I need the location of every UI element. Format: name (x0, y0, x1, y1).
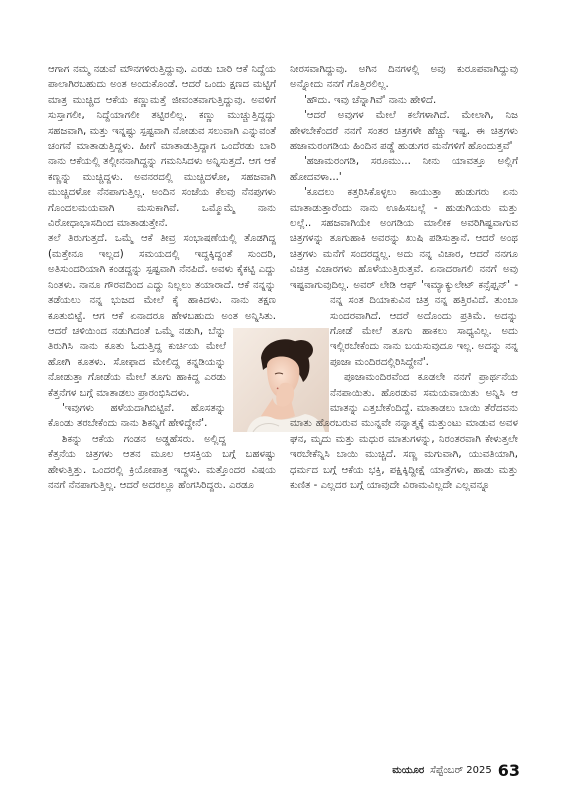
paragraph: 'ಹೌದು. ಇವು ಚೆನ್ನಾಗಿವೆ' ನಾನು ಹೇಳಿದೆ. (304, 94, 437, 106)
paragraph: 'ಆದರೆ ಅವುಗಳ ಮೇಲೆ ಕಲೆಗಳಾಗಿದೆ. ಮೇಲಾಗಿ, ನಿಜ ಹೇಳಬೇಕೆಂದರೆ ನನಗೆ ಸಂತರ ಚಿತ್ರಗಳೇ ಹೆಚ್ಚು ಇಷ್ಟ. ಈ ಚಿತ್ರಗಳು ಹಜಾಮರಂಗಡಿಯ ಹಿಂದಿನ ಪಡ್ಡೆ ಹುಡುಗರ ಮನೆಗಳಿಗೆ ಹೊಂದುತ್ತವೆ' (290, 110, 518, 153)
paragraph: ಶಿಕನ್ನು ಆಕೆಯ ಗಂಡನ ಅಡ್ಡಹೆಸರು. ಅಲ್ಲಿದ್ದ ಕೆತ್ತನೆಯ ಚಿತ್ರಗಳು ಆತನ ಮೂಲ ಆಸಕ್ತಿಯ ಬಗ್ಗೆ ಬಹಳಷ್ಟು ಹೇಳುತ್ತಿತ್ತು. ಒಂದರಲ್ಲಿ ಕ್ರಿಯೋಪಾತ್ರ ಇದ್ದಳು. ಮತ್ತೊಂದರ ವಿಷಯ ನನಗೆ ನೆನಪಾಗುತ್ತಿಲ್ಲ. ಆದರೆ ಅದರಲ್ಲೂ ಹೆಂಗಸಿರಿದ್ದರು. ಎರಡೂ (48, 433, 276, 491)
paragraph: ನೀರಸವಾಗಿದ್ದುವು. ಅಗಿನ ದಿನಗಳಲ್ಲಿ ಅವು ಕುರೂಪವಾಗಿದ್ದುವು ಅನ್ನೋದು ನನಗೆ ಗೊತ್ತಿರಲಿಲ್ಲ. (290, 64, 518, 91)
magazine-name: ಮಯೂರ (392, 764, 425, 776)
image-gap (290, 300, 330, 406)
page-number: 63 (497, 760, 520, 780)
image-gap (226, 328, 276, 434)
right-column (290, 62, 518, 493)
page-footer (330, 759, 520, 781)
paragraph: ಪೂಜಾಮಂದಿರವೆಂದ ಕೂಡಲೇ ನನಗೆ ಪ್ರಾರ್ಥನೆಯ ನೆನಪಾಯಿತು. ಹೊರಡುವ ಸಮಯವಾಯಿತು ಅನ್ನಿಸಿ ಆ ಮಾತನ್ನು ಎತ್ತಬೇಕೆಂದಿದ್ದೆ. ಮಾತಾಡಲು ಬಾಯಿ ತೆರೆದವನು ಮಾತು ಹೊರಬರುವ ಮುನ್ನವೇ ನನ್ನಾತ್ಮಕ್ಕೆ ಮತ್ತುಂಟು ಮಾಡುವ ಅವಳ ಘನ, ಮೃದು ಮತ್ತು ಮಧುರ ಮಾತುಗಳನ್ನು, ನಿರಂತರವಾಗಿ ಕೇಳುತ್ತಲೇ ಇರಬೇಕೆನ್ನಿಸಿ ಬಾಯಿ ಮುಚ್ಚಿದೆ. ಸಣ್ಣ ಮಗುವಾಗಿ, ಯುವತಿಯಾಗಿ, ಧರ್ಮದ ಬಗ್ಗೆ ಆಕೆಯ ಭಕ್ತಿ, ಪಕ್ಷಿಕ್ಕಿದ್ದೀಕ್ಷೆ ಯಾತ್ರೆಗಳು, ಹಾಡು ಮತ್ತು ಕುಣಿತ - ಎಲ್ಲದರ ಬಗ್ಗೆ ಯಾವುದೇ ವಿರಾಮವಿಲ್ಲದೇ ಎಲ್ಲವನ್ನೂ (290, 372, 518, 491)
issue-date: ಸೆಪ್ಟೆಂಬರ್ 2025 (430, 764, 492, 776)
paragraph: ತಲೆ ತಿರುಗುತ್ತದೆ. ಒಮ್ಮೆ ಆಕೆ ತೀವ್ರ ಸಂಭಾಷಣೆಯಲ್ಲಿ ತೊಡಗಿದ್ದ (ಮತ್ತೇನೂ ಇಲ್ಲದ) ಸಮಯದಲ್ಲಿ ಇದ್ದಕ್ಕಿದ್ದಂತೆ ಸುಂದರಿ, ಅತಿಸುಂದರಿಯಾಗಿ ಕಂಡದ್ದನ್ನು ಸ್ಪಷ್ಟವಾಗಿ ನೆನಪಿದೆ. ಅವಳು ಕೈಕಟ್ಟಿ ಎದ್ದು ನಿಂತಳು. ನಾನೂ ಗೌರವದಿಂದ ಎದ್ದು ನಿಲ್ಲಲು ತಯಾರಾದೆ. ಆಕೆ ನನ್ನನ್ನು ತಡೆಯಲು ನನ್ನ ಭುಜದ ಮೇಲೆ ಕೈ ಹಾಕಿದಳು. ನಾನು ತಕ್ಷಣ ಕೂತುಬಿಟ್ಟೆ. ಆಗ ಆಕೆ ಏನಾದರೂ ಹೇಳಬಹುದು ಅಂತ ಅನ್ನಿಸಿತು. ಆದರೆ ಚಳಿಯಿಂದ ನಡುಗಿದಂತೆ ಒಮ್ಮೆ ನಡುಗಿ, ಬೆನ್ನು ತಿರುಗಿಸಿ ನಾನು ಕೂತು ಓದುತ್ತಿದ್ದ ಕುರ್ಚಿಯ ಮೇಲೆ ಹೋಗಿ ಕೂತಳು. ಸೋಫಾದ ಮೇಲಿದ್ದ ಕನ್ನಡಿಯನ್ನು ನೋಡುತ್ತಾ ಗೋಡೆಯ ಮೇಲೆ ತೂಗು ಹಾಕಿದ್ದ ಎರಡು ಕೆತ್ತನೆಗಳ ಬಗ್ಗೆ ಮಾತಾಡಲು ಪ್ರಾರಂಭಿಸಿದಳು. (48, 233, 276, 399)
paragraph: 'ಕೂದಲು ಕತ್ತರಿಸಿಕೊಳ್ಳಲು ಕಾಯುತ್ತಾ ಹುಡುಗರು ಏನು ಮಾತಾಡುತ್ತಾರೆಂದು ನಾನು ಊಹಿಸಬಲ್ಲೆ - ಹುಡುಗಿಯರು ಮತ್ತು ಲಲ್ಲೆ.. ಸಹಜವಾಗಿಯೇ ಅಂಗಡಿಯ ಮಾಲೀಕ ಅವರಿಗಿಷ್ಟವಾಗುವ ಚಿತ್ರಗಳನ್ನು ತೂಗುಹಾಕಿ ಅವರನ್ನು ಖುಷಿ ಪಡಿಸುತ್ತಾನೆ. ಆದರೆ ಅಂಥ ಚಿತ್ರಗಳು ಮನೆಗೆ ಸಂದರದ್ದಲ್ಲ. ಅದು ನನ್ನ ವಿಚಾರ, ಆದರೆ ನನಗೂ ವಿಚಿತ್ರ ವಿಚಾರಗಳು ಹೊಳೆಯುತ್ತಿರುತ್ತವೆ. ಏನಾದರಾಗಲಿ ನನಗೆ ಅವು ಇಷ್ಟವಾಗುವುದಿಲ್ಲ. ಅವರ್ ಲೇಡಿ ಆಫ್ 'ಇಮ್ಯಾಕ್ಯುಲೇಟ್ ಕನ್ಸೆಪ್ಷನ್' - ನನ್ನ ಸಂತ ದಿಯಾಕುವಿನ ಚಿತ್ರ ನನ್ನ ಹತ್ತಿರವಿದೆ. ತುಂಬಾ ಸುಂದರವಾಗಿದೆ. ಆದರೆ ಅದೊಂದು ಪ್ರತಿಮೆ. ಅದನ್ನು ಗೋಡೆ ಮೇಲೆ ತೂಗು ಹಾಕಲು ಸಾಧ್ಯವಿಲ್ಲ. ಅದು ಇಲ್ಲಿರಬೇಕೆಂದು ನಾನು ಬಯಸುವುದೂ ಇಲ್ಲ. ಅದನ್ನು ನನ್ನ ಪೂಜಾ ಮಂದಿರದಲ್ಲಿರಿಸಿದ್ದೇನೆ'. (290, 187, 518, 368)
left-column-body (48, 62, 276, 493)
paragraph: 'ಹಜಾಮರಂಗಡಿ, ಸರೂಮು... ನೀನು ಯಾವತ್ತೂ ಅಲ್ಲಿಗೆ ಹೋದವಳಾ...' (290, 156, 518, 183)
paragraph: 'ಇವುಗಳು ಹಳೆಯದಾಗಿಬಿಟ್ಟಿವೆ. ಹೊಸತನ್ನು ಕೊಂಡು ತರಬೇಕೆಂದು ನಾನು ಶಿಕನ್ನಿಗೆ ಹೇಳಿದ್ದೇನೆ'. (48, 402, 226, 430)
paragraph: ಆಗಾಗ ನಮ್ಮ ನಡುವೆ ಮೌನಗಳಿರುತ್ತಿದ್ದುವು. ಎರಡು ಬಾರಿ ಆಕೆ ನಿದ್ದೆಯ ಪಾಲಾಗಿರಬಹುದು ಅಂತ ಅಂದುಕೊಂಡೆ. ಆದರೆ ಒಂದು ಕ್ಷಣದ ಮಟ್ಟಿಗೆ ಮಾತ್ರ ಮುಚ್ಚಿದ ಆಕೆಯ ಕಣ್ಣುಮತ್ತೆ ಜೀವಂತವಾಗುತ್ತಿದ್ದುವು. ಅವಳಿಗೆ ಸುಸ್ತಾಗಲೀ, ನಿದ್ದೆಯಾಗಲೀ ತಟ್ಟಿರಲಿಲ್ಲ. ಕಣ್ಣು ಮುಚ್ಚುತ್ತಿದ್ದದ್ದು ಸಹಜವಾಗಿ, ಮತ್ತು ಇನ್ನಷ್ಟು ಸ್ಪಷ್ಟವಾಗಿ ನೋಡುವ ಸಲುವಾಗಿ ಎನ್ನುವಂತೆ ಚಂಗನೆ ಮಾತಾಡುತ್ತಿದ್ದಳು. ಹೀಗೆ ಮಾತಾಡುತ್ತಿದ್ದಾಗ ಒಂದೆರಡು ಬಾರಿ ನಾನು ಆಕೆಯಲ್ಲಿ ತಲ್ಲೀನನಾಗಿದ್ದನ್ನು ಗಮನಿಸಿದಳು ಅನ್ನಿಸುತ್ತದೆ. ಆಗ ಆಕೆ ಕಣ್ಣನ್ನು ಮುಚ್ಚಿದ್ದಳು. ಅವನರದಲ್ಲಿ ಮುಚ್ಚಿದಳೋ, ಸಹಜವಾಗಿ ಮುಚ್ಚಿದಳೋ ನೆನಪಾಗುತ್ತಿಲ್ಲ. ಅಂದಿನ ಸಂಜೆಯ ಕೆಲವು ನೆನಪುಗಳು ಗೊಂದಲಮಯವಾಗಿ ಮಸುಕಾಗಿವೆ. ಒಮ್ಮೊಮ್ಮೆ ನಾನು ವಿರೋಧಾಭಾಸದಿಂದ ಮಾತಾಡುತ್ತೇನೆ. (48, 64, 276, 230)
